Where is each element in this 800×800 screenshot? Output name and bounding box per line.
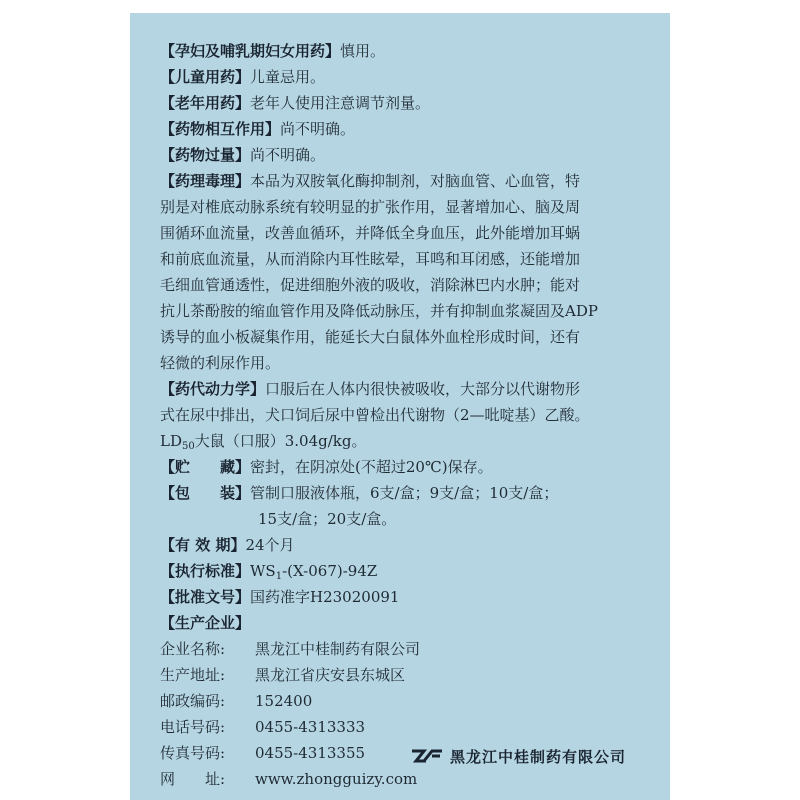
field-value: 黑龙江中桂制药有限公司 [255, 640, 421, 658]
section-text: 老年人使用注意调节剂量。 [250, 94, 431, 112]
section-label: 【药物相互作用】 [160, 120, 281, 138]
field-value: 152400 [255, 692, 313, 710]
section-validity [160, 532, 640, 558]
section-label: 【生产企业】 [160, 614, 251, 632]
field-value: 0455-4313355 [255, 744, 366, 762]
packaging-continued: 15支/盒；20支/盒。 [258, 510, 397, 528]
paragraph-line: 和前底血流量，从而消除内耳性眩晕，耳鸣和耳闭感，还能增加 [160, 250, 581, 268]
section-text: 国药准字H23020091 [250, 588, 400, 606]
paragraph-line: 围循环血流量，改善血循环，并降低全身血压，此外能增加耳蜗 [160, 224, 581, 242]
manufacturer-field [160, 636, 640, 662]
section-approval [160, 584, 640, 610]
field-value: 0455-4313333 [255, 718, 366, 736]
field-key: 网 址: [160, 770, 226, 788]
section-pharmacokinetics [160, 376, 640, 402]
footer-brand [410, 744, 626, 768]
manufacturer-field [160, 714, 640, 740]
section-label: 【有 效 期】 [160, 536, 246, 554]
section-interactions [160, 116, 640, 142]
company-logo-icon [410, 748, 444, 764]
field-key: 电话号码: [160, 718, 226, 736]
section-manufacturer [160, 610, 640, 636]
paragraph-line: 口服后在人体内很快被吸收，大部分以代谢物形 [265, 380, 581, 398]
manufacturer-field [160, 688, 640, 714]
section-text: 儿童忌用。 [250, 68, 326, 86]
field-value: 黑龙江省庆安县东城区 [255, 666, 406, 684]
paragraph-line: 毛细血管通透性，促进细胞外液的吸收，消除淋巴内水肿；能对 [160, 276, 581, 294]
ld-subscript: 50 [182, 441, 195, 452]
section-text: 密封，在阴凉处(不超过20℃)保存。 [250, 458, 493, 476]
website-link[interactable]: www.zhongguizy.com [255, 770, 418, 788]
section-overdose [160, 142, 640, 168]
section-text: 尚不明确。 [280, 120, 356, 138]
section-label: 【贮 藏】 [160, 458, 251, 476]
standard-suffix: -(X-067)-94Z [282, 562, 378, 580]
paragraph-line: 轻微的利尿作用。 [160, 354, 281, 372]
ld-text: 大鼠（口服）3.04g/kg。 [194, 432, 367, 450]
section-label: 【批准文号】 [160, 588, 251, 606]
manufacturer-field [160, 766, 640, 792]
section-storage [160, 454, 640, 480]
field-key: 企业名称: [160, 640, 226, 658]
standard-prefix: WS [250, 562, 276, 580]
paragraph-line: 别是对椎底动脉系统有较明显的扩张作用，显著增加心、脑及周 [160, 198, 581, 216]
section-label: 【药物过量】 [160, 146, 251, 164]
section-label: 【执行标准】 [160, 562, 251, 580]
section-pharmacology [160, 168, 640, 194]
field-key: 生产地址: [160, 666, 226, 684]
section-label: 【药代动力学】 [160, 380, 266, 398]
section-text: 尚不明确。 [250, 146, 326, 164]
paragraph-line: 式在尿中排出，犬口饲后尿中曾检出代谢物（2—吡啶基）乙酸。 [160, 406, 590, 424]
brand-name: 黑龙江中桂制药有限公司 [450, 747, 627, 766]
field-key: 传真号码: [160, 744, 226, 762]
ld-prefix: LD [160, 432, 182, 450]
field-key: 邮政编码: [160, 692, 226, 710]
section-packaging [160, 480, 640, 506]
section-text: 慎用。 [340, 42, 386, 60]
section-label: 【孕妇及哺乳期妇女用药】 [160, 42, 341, 60]
manufacturer-field [160, 662, 640, 688]
section-elderly [160, 90, 640, 116]
leaflet-content [160, 38, 640, 792]
paragraph-line: 本品为双胺氧化酶抑制剂，对脑血管、心血管，特 [250, 172, 581, 190]
section-pregnancy [160, 38, 640, 64]
section-text: 管制口服液体瓶，6支/盒；9支/盒；10支/盒； [250, 484, 559, 502]
section-label: 【药理毒理】 [160, 172, 251, 190]
section-label: 【儿童用药】 [160, 68, 251, 86]
section-label: 【包 装】 [160, 484, 251, 502]
paragraph-line: 诱导的血小板凝集作用，能延长大白鼠体外血栓形成时间，还有 [160, 328, 581, 346]
paragraph-line: 抗儿茶酚胺的缩血管作用及降低动脉压，并有抑制血浆凝固及ADP [160, 302, 598, 320]
section-standard [160, 558, 640, 584]
standard-subscript: 1 [275, 571, 283, 582]
section-label: 【老年用药】 [160, 94, 251, 112]
ld50-line [160, 428, 640, 454]
section-children [160, 64, 640, 90]
section-text: 24个月 [245, 536, 295, 554]
